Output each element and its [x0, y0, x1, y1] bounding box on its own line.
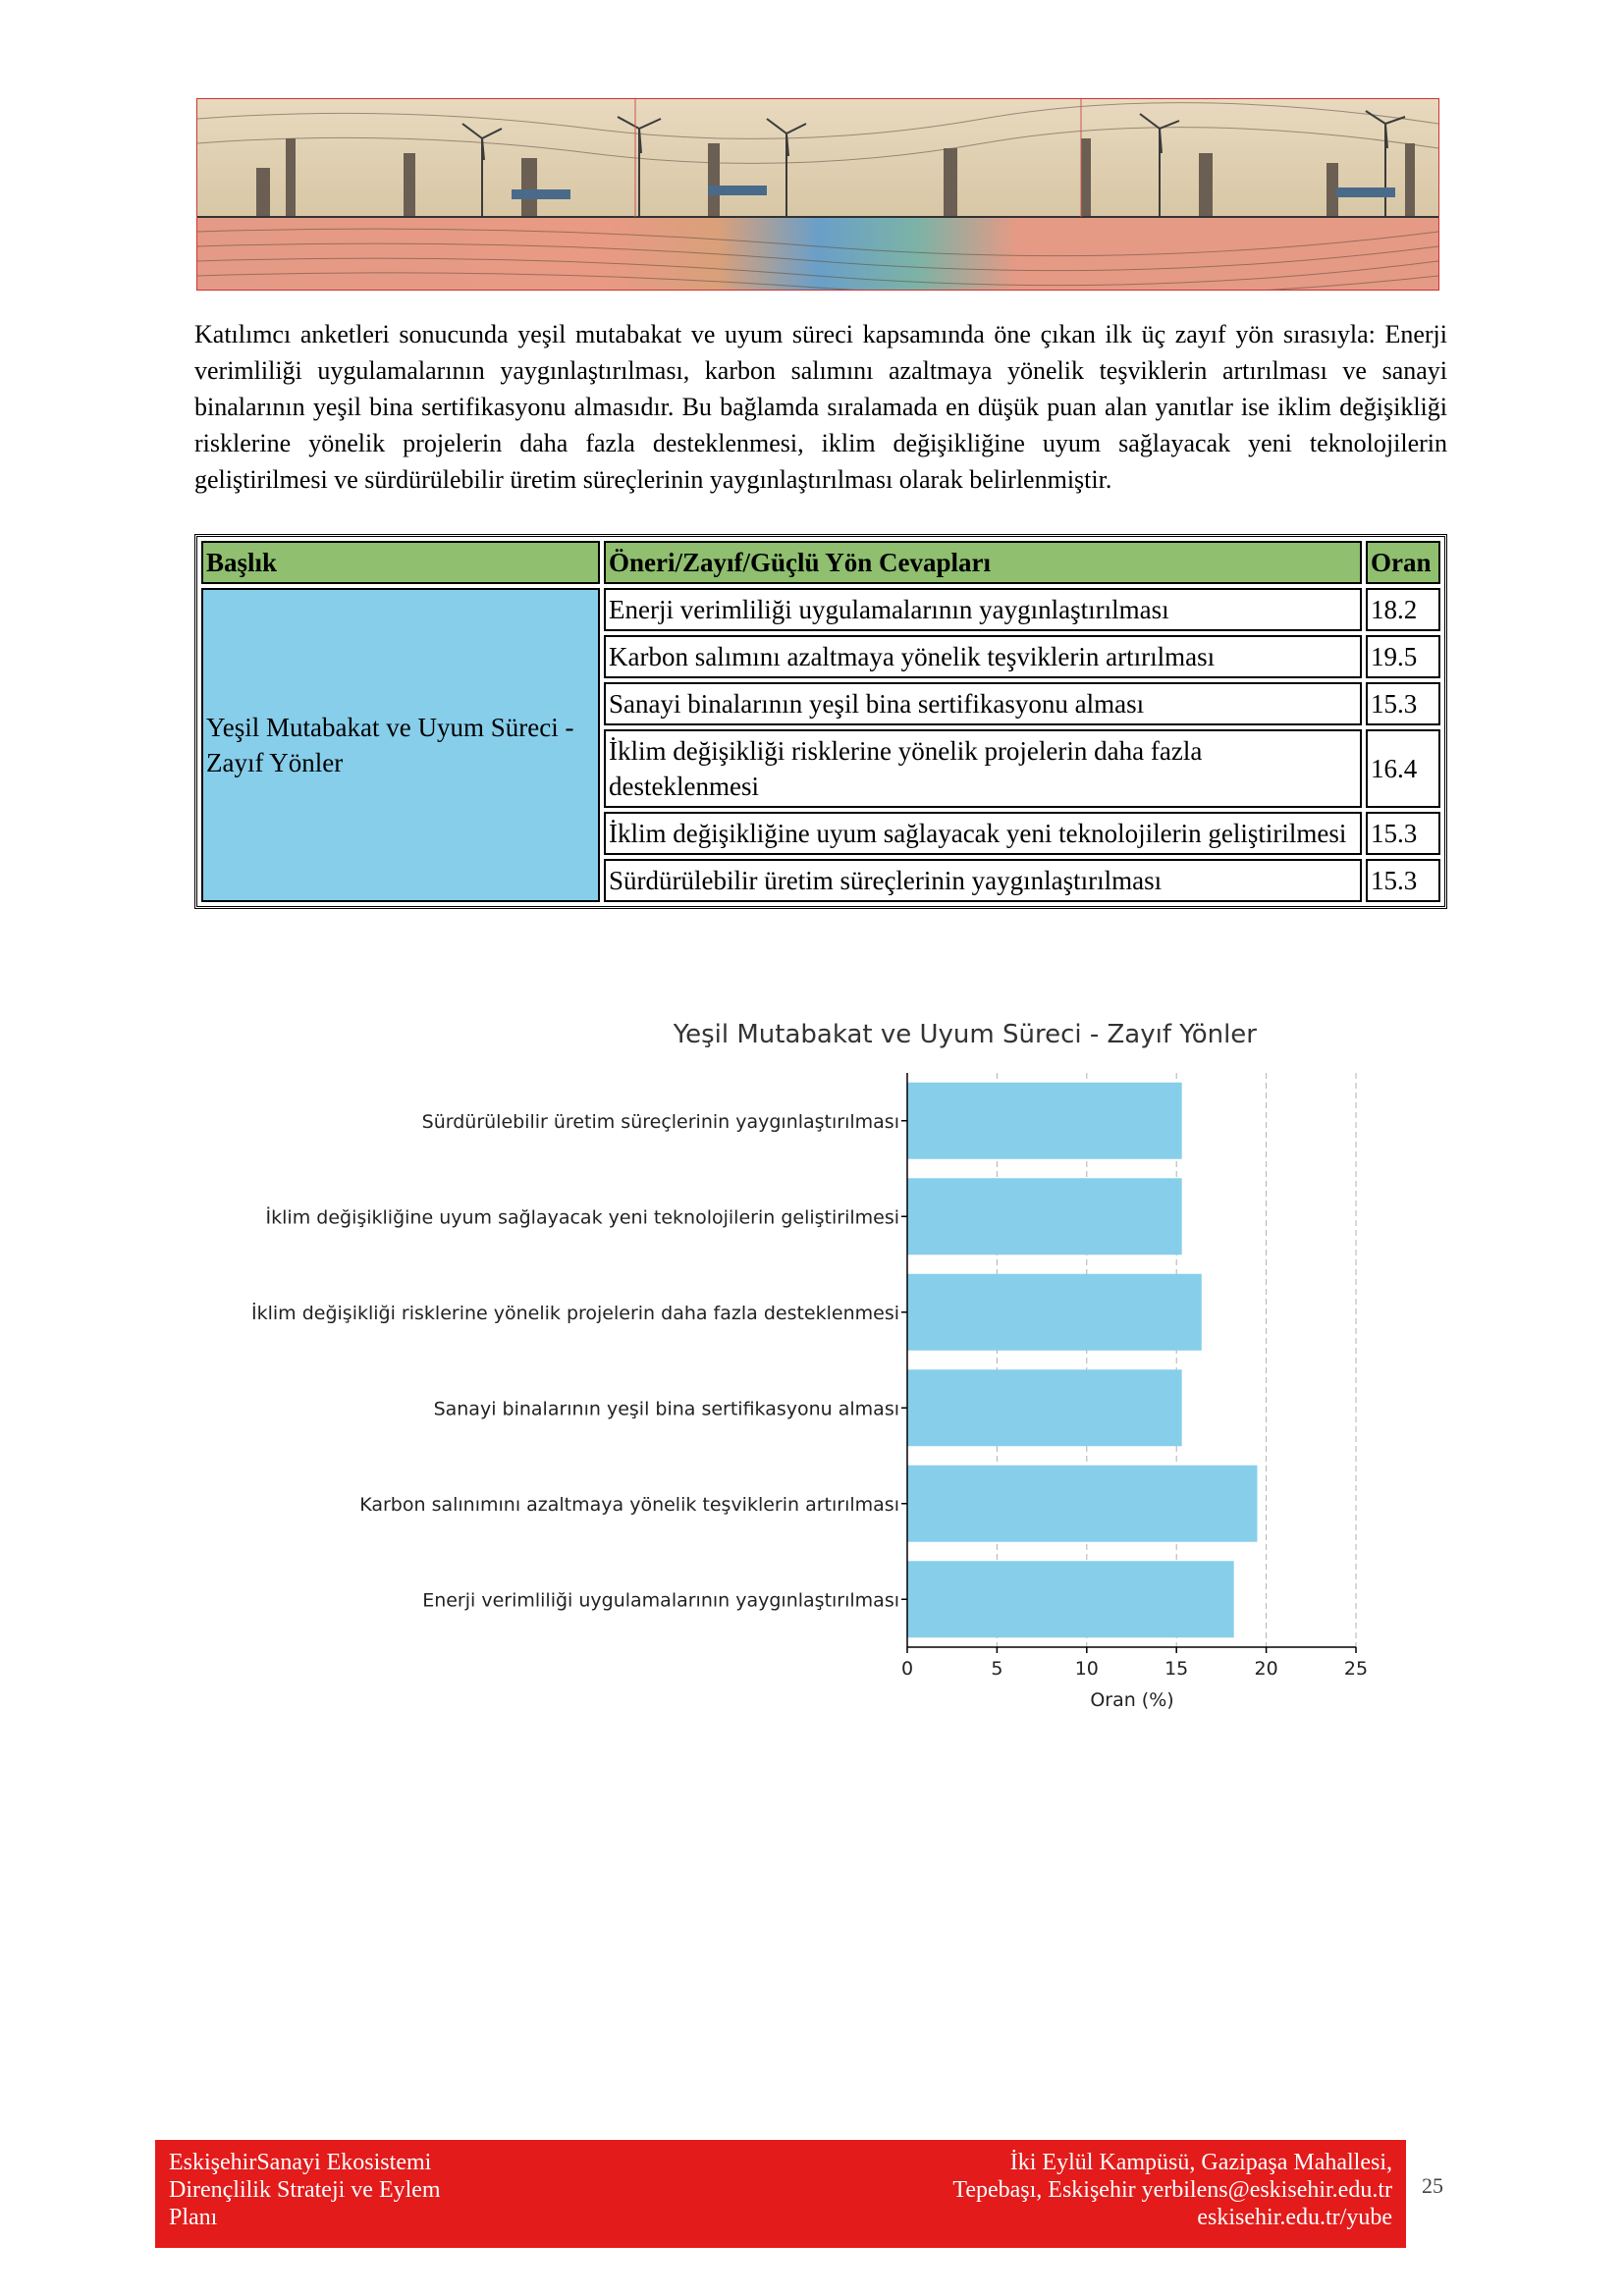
x-tick-label: 25 — [1343, 1658, 1369, 1680]
bar — [907, 1178, 1182, 1255]
page-footer — [155, 2140, 1406, 2248]
bar — [907, 1274, 1202, 1351]
header-cevaplar: Öneri/Zayıf/Güçlü Yön Cevapları — [604, 541, 1362, 584]
rate-cell: 16.4 — [1366, 729, 1440, 808]
bar — [907, 1466, 1257, 1542]
y-tick-label: Enerji verimliliği uygulamalarının yaygınlaştırılması — [422, 1589, 899, 1612]
bar — [907, 1561, 1234, 1637]
table-header-row — [201, 541, 1440, 584]
y-tick-label: Sanayi binalarının yeşil bina sertifikasyonu alması — [433, 1398, 899, 1420]
y-tick-label: İklim değişikliğine uyum sağlayacak yeni teknolojilerin geliştirilmesi — [265, 1206, 899, 1229]
chart-title: Yeşil Mutabakat ve Uyum Süreci - Zayıf Yönler — [673, 1020, 1257, 1049]
y-tick-label: Karbon salınımını azaltmaya yönelik teşviklerin artırılması — [359, 1493, 899, 1516]
footer-left-line: Planı — [169, 2205, 218, 2230]
intro-paragraph: Katılımcı anketleri sonucunda yeşil mutabakat ve uyum süreci kapsamında öne çıkan ilk üç zayıf yön sırasıyla: Enerji verimliliği uygulamalarının yaygınlaştırılması, karbon salımını azaltmaya yönelik teşviklerin artırılması ve sanayi binalarının yeşil bina sertifikasyonu almasıdır. Bu bağlamda sıralamada en düşük puan alan yanıtlar ise iklim değişikliği risklerine yönelik projelerin daha fazla desteklenmesi, iklim değişikliğine uyum sağlayacak yeni teknolojilerin geliştirilmesi ve sürdürülebilir üretim süreçlerinin yaygınlaştırılması olarak belirlenmiştir. — [194, 320, 1447, 494]
bar — [907, 1369, 1182, 1446]
footer-left — [169, 2149, 441, 2231]
y-tick-label: İklim değişikliği risklerine yönelik projelerin daha fazla desteklenmesi — [251, 1302, 899, 1324]
answer-cell: İklim değişikliğine uyum sağlayacak yeni teknolojilerin geliştirilmesi — [604, 812, 1362, 855]
table-row — [201, 588, 1440, 631]
footer-right-line: eskisehir.edu.tr/yube — [1197, 2205, 1392, 2230]
header-banner-image — [196, 98, 1439, 291]
header-baslik: Başlık — [201, 541, 600, 584]
x-tick-label: 15 — [1164, 1658, 1189, 1680]
x-axis-label: Oran (%) — [1090, 1689, 1174, 1711]
rate-cell: 15.3 — [1366, 812, 1440, 855]
page-number: 25 — [1422, 2173, 1443, 2198]
category-cell: Yeşil Mutabakat ve Uyum Süreci - Zayıf Yönler — [201, 588, 600, 902]
rate-cell: 15.3 — [1366, 682, 1440, 725]
weaknesses-bar-chart — [177, 1011, 1453, 1718]
x-tick-label: 10 — [1074, 1658, 1099, 1680]
footer-right — [952, 2149, 1392, 2231]
answer-cell: Sanayi binalarının yeşil bina sertifikasyonu alması — [604, 682, 1362, 725]
answer-cell: Karbon salımını azaltmaya yönelik teşviklerin artırılması — [604, 635, 1362, 678]
header-oran: Oran — [1366, 541, 1440, 584]
weaknesses-table — [194, 534, 1447, 909]
rate-cell: 15.3 — [1366, 859, 1440, 902]
answer-cell: Sürdürülebilir üretim süreçlerinin yaygınlaştırılması — [604, 859, 1362, 902]
x-tick-label: 5 — [991, 1658, 1003, 1680]
footer-left-line: EskişehirSanayi Ekosistemi — [169, 2150, 432, 2175]
answer-cell: İklim değişikliği risklerine yönelik projelerin daha fazla desteklenmesi — [604, 729, 1362, 808]
y-tick-label: Sürdürülebilir üretim süreçlerinin yaygınlaştırılması — [421, 1110, 899, 1133]
x-tick-label: 20 — [1254, 1658, 1278, 1680]
rate-cell: 18.2 — [1366, 588, 1440, 631]
rate-cell: 19.5 — [1366, 635, 1440, 678]
footer-right-line: Tepebaşı, Eskişehir yerbilens@eskisehir.edu.tr — [952, 2177, 1392, 2203]
footer-right-line: İki Eylül Kampüsü, Gazipaşa Mahallesi, — [1009, 2150, 1392, 2175]
answer-cell: Enerji verimliliği uygulamalarının yaygınlaştırılması — [604, 588, 1362, 631]
bar — [907, 1083, 1182, 1159]
x-tick-label: 0 — [900, 1658, 914, 1680]
footer-left-line: Dirençlilik Strateji ve Eylem — [169, 2177, 441, 2203]
